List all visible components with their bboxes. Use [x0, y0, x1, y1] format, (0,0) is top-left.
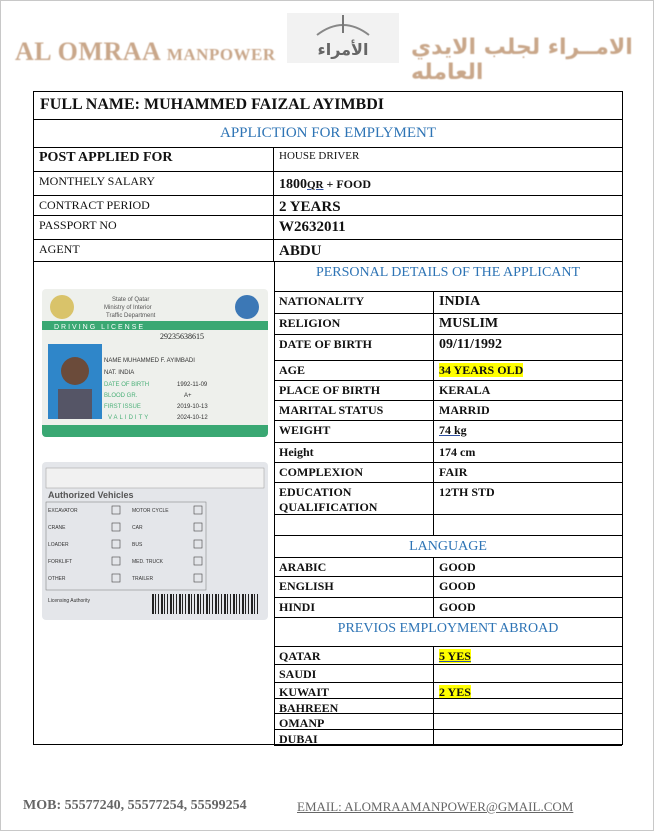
detail-value-text: MARRID — [439, 403, 490, 417]
job-value — [274, 172, 622, 195]
detail-row — [274, 361, 622, 381]
detail-value — [434, 443, 622, 462]
vehicle-type: TRAILER — [132, 576, 154, 582]
detail-row — [274, 401, 622, 421]
card-number: 29235638615 — [160, 332, 204, 341]
employment-heading-text: PREVIOS EMPLOYMENT ABROAD — [337, 621, 559, 636]
detail-row — [274, 381, 622, 401]
application-form-table — [33, 91, 623, 745]
detail-label — [274, 515, 434, 535]
language-heading-text: LANGUAGE — [409, 539, 487, 554]
detail-label: ARABIC — [274, 558, 434, 576]
salary-currency: QR — [307, 179, 324, 191]
detail-label: EDUCATION QUALIFICATION — [274, 483, 434, 514]
detail-label: COMPLEXION — [274, 463, 434, 482]
detail-row — [274, 335, 622, 361]
crown-logo-icon — [287, 13, 399, 63]
detail-value-text: 09/11/1992 — [439, 337, 503, 352]
detail-value-text: 74 kg — [439, 423, 467, 437]
detail-row — [274, 699, 622, 714]
card-field: A+ — [184, 393, 192, 399]
job-label: PASSPORT NO — [34, 216, 274, 239]
card-name: NAME MUHAMMED F. AYIMBADI — [104, 358, 195, 364]
form-title: APPLICTION FOR EMPLYMENT — [219, 125, 436, 141]
detail-value — [434, 598, 622, 617]
detail-value-text: 34 YEARS OLD — [439, 363, 524, 377]
detail-label: SAUDI — [274, 665, 434, 682]
job-value: W2632011 — [279, 219, 346, 235]
detail-value-text: 5 YES — [439, 649, 471, 663]
card-field: DATE OF BIRTH — [104, 382, 150, 388]
title-row — [34, 120, 622, 148]
detail-value — [434, 421, 622, 442]
detail-value — [434, 683, 622, 698]
card-field: VALIDITY — [108, 415, 151, 421]
salary-amount: 1800 — [279, 177, 307, 192]
detail-value — [434, 647, 622, 664]
vehicle-type: MED. TRUCK — [132, 559, 164, 565]
detail-value-text: GOOD — [439, 560, 476, 574]
detail-value-text: KERALA — [439, 383, 491, 397]
driving-license-front-photo — [42, 289, 268, 437]
barcode-icon — [152, 594, 258, 614]
card-field: 2019-10-13 — [177, 404, 208, 410]
detail-label: BAHREEN — [274, 699, 434, 713]
job-row — [34, 240, 622, 262]
detail-row — [274, 558, 622, 577]
vehicle-type: BUS — [132, 542, 143, 548]
job-value: 2 YEARS — [279, 199, 341, 215]
detail-row — [274, 598, 622, 618]
card-field: BLOOD GR. — [104, 393, 138, 399]
detail-value — [434, 314, 622, 334]
detail-label: AGE — [274, 361, 434, 380]
detail-value-text: INDIA — [439, 294, 481, 309]
card-field: 1992-11-09 — [177, 382, 208, 388]
detail-value-text: 174 cm — [439, 445, 476, 459]
detail-row — [274, 714, 622, 730]
job-row — [34, 172, 622, 196]
detail-row — [274, 730, 622, 746]
detail-row — [274, 577, 622, 598]
card-nat: NAT. INDIA — [104, 370, 135, 376]
company-logo — [287, 13, 399, 63]
detail-label: KUWAIT — [274, 683, 434, 698]
detail-value — [434, 714, 622, 729]
authorized-vehicles-title: Authorized Vehicles — [48, 490, 134, 500]
detail-value-text: MUSLIM — [439, 316, 499, 331]
detail-label: OMANP — [274, 714, 434, 729]
detail-row — [274, 443, 622, 463]
card-dept: Traffic Department — [106, 313, 156, 319]
footer-email-link[interactable]: EMAIL: ALOMRAAMANPOWER@GMAIL.COM — [297, 799, 574, 814]
detail-row — [274, 314, 622, 335]
brand-en: AL OMRAA — [15, 37, 160, 66]
detail-label: MARITAL STATUS — [274, 401, 434, 420]
brand-en-small: MANPOWER — [166, 45, 276, 64]
detail-label: DATE OF BIRTH — [274, 335, 434, 360]
vehicle-type: LOADER — [48, 542, 69, 548]
salary-extra: + FOOD — [323, 177, 372, 191]
vehicle-type: CAR — [132, 525, 143, 531]
detail-value — [434, 463, 622, 482]
detail-value — [434, 361, 622, 380]
detail-row — [274, 421, 622, 443]
job-value: ABDU — [279, 243, 322, 259]
detail-value — [434, 577, 622, 597]
job-row — [34, 216, 622, 240]
employment-heading — [274, 618, 622, 647]
job-row — [34, 148, 622, 172]
vehicle-type: CRANE — [48, 525, 66, 531]
detail-value-text: 2 YES — [439, 685, 471, 698]
detail-label: PLACE OF BIRTH — [274, 381, 434, 400]
svg-text:الأمراء: الأمراء — [317, 40, 369, 59]
detail-row — [274, 665, 622, 683]
job-label: POST APPLIED FOR — [34, 148, 274, 171]
full-name: FULL NAME: MUHAMMED FAIZAL AYIMBDI — [40, 96, 385, 113]
full-name-row — [34, 92, 622, 120]
detail-row — [274, 463, 622, 483]
detail-label: RELIGION — [274, 314, 434, 334]
detail-value — [434, 335, 622, 360]
detail-value-text: GOOD — [439, 579, 476, 593]
detail-value — [434, 401, 622, 420]
language-heading — [274, 536, 622, 558]
qatar-emblem-icon — [50, 295, 74, 319]
detail-label: NATIONALITY — [274, 292, 434, 313]
card-state: State of Qatar — [112, 297, 150, 303]
detail-label: WEIGHT — [274, 421, 434, 442]
job-row — [34, 196, 622, 216]
job-label: AGENT — [34, 240, 274, 261]
personal-details-heading-text: PERSONAL DETAILS OF THE APPLICANT — [315, 265, 581, 280]
brand-arabic: الامــراء لجلب الايدي العامله — [411, 35, 633, 85]
detail-row — [274, 292, 622, 314]
card-title: DRIVING LICENSE — [54, 324, 146, 331]
footer-phone: MOB: 55577240, 55577254, 55599254 — [23, 798, 247, 813]
traffic-dept-emblem-icon — [235, 295, 259, 319]
detail-value — [434, 292, 622, 313]
card-field: 2024-10-12 — [177, 415, 208, 421]
detail-value — [434, 515, 622, 535]
vehicle-type: OTHER — [48, 576, 66, 582]
vehicle-type: EXCAVATOR — [48, 508, 78, 514]
brand-name — [15, 37, 276, 67]
detail-label: HINDI — [274, 598, 434, 617]
detail-value — [434, 699, 622, 713]
personal-details-heading — [274, 262, 622, 292]
detail-value-text: GOOD — [439, 600, 476, 614]
detail-row — [274, 483, 622, 515]
detail-value-text: FAIR — [439, 465, 468, 479]
detail-row — [274, 647, 622, 665]
detail-label: Height — [274, 443, 434, 462]
detail-label: ENGLISH — [274, 577, 434, 597]
detail-value — [434, 730, 622, 745]
job-label: CONTRACT PERIOD — [34, 196, 274, 215]
driving-license-back-photo — [42, 462, 268, 620]
detail-label: QATAR — [274, 647, 434, 664]
card-ministry: Ministry of Interior — [104, 305, 152, 311]
detail-value-text: 12TH STD — [439, 485, 495, 499]
vehicle-type: MOTOR CYCLE — [132, 508, 169, 514]
detail-value — [434, 558, 622, 576]
licensing-authority: Licensing Authority — [48, 598, 90, 604]
card-field: FIRST ISSUE — [104, 404, 141, 410]
detail-value — [434, 483, 622, 514]
detail-label: DUBAI — [274, 730, 434, 745]
detail-row — [274, 515, 622, 536]
detail-value — [434, 665, 622, 682]
detail-value — [434, 381, 622, 400]
job-value: HOUSE DRIVER — [279, 150, 360, 162]
vehicle-type: FORKLIFT — [48, 559, 73, 565]
detail-row — [274, 683, 622, 699]
job-label: MONTHELY SALARY — [34, 172, 274, 195]
